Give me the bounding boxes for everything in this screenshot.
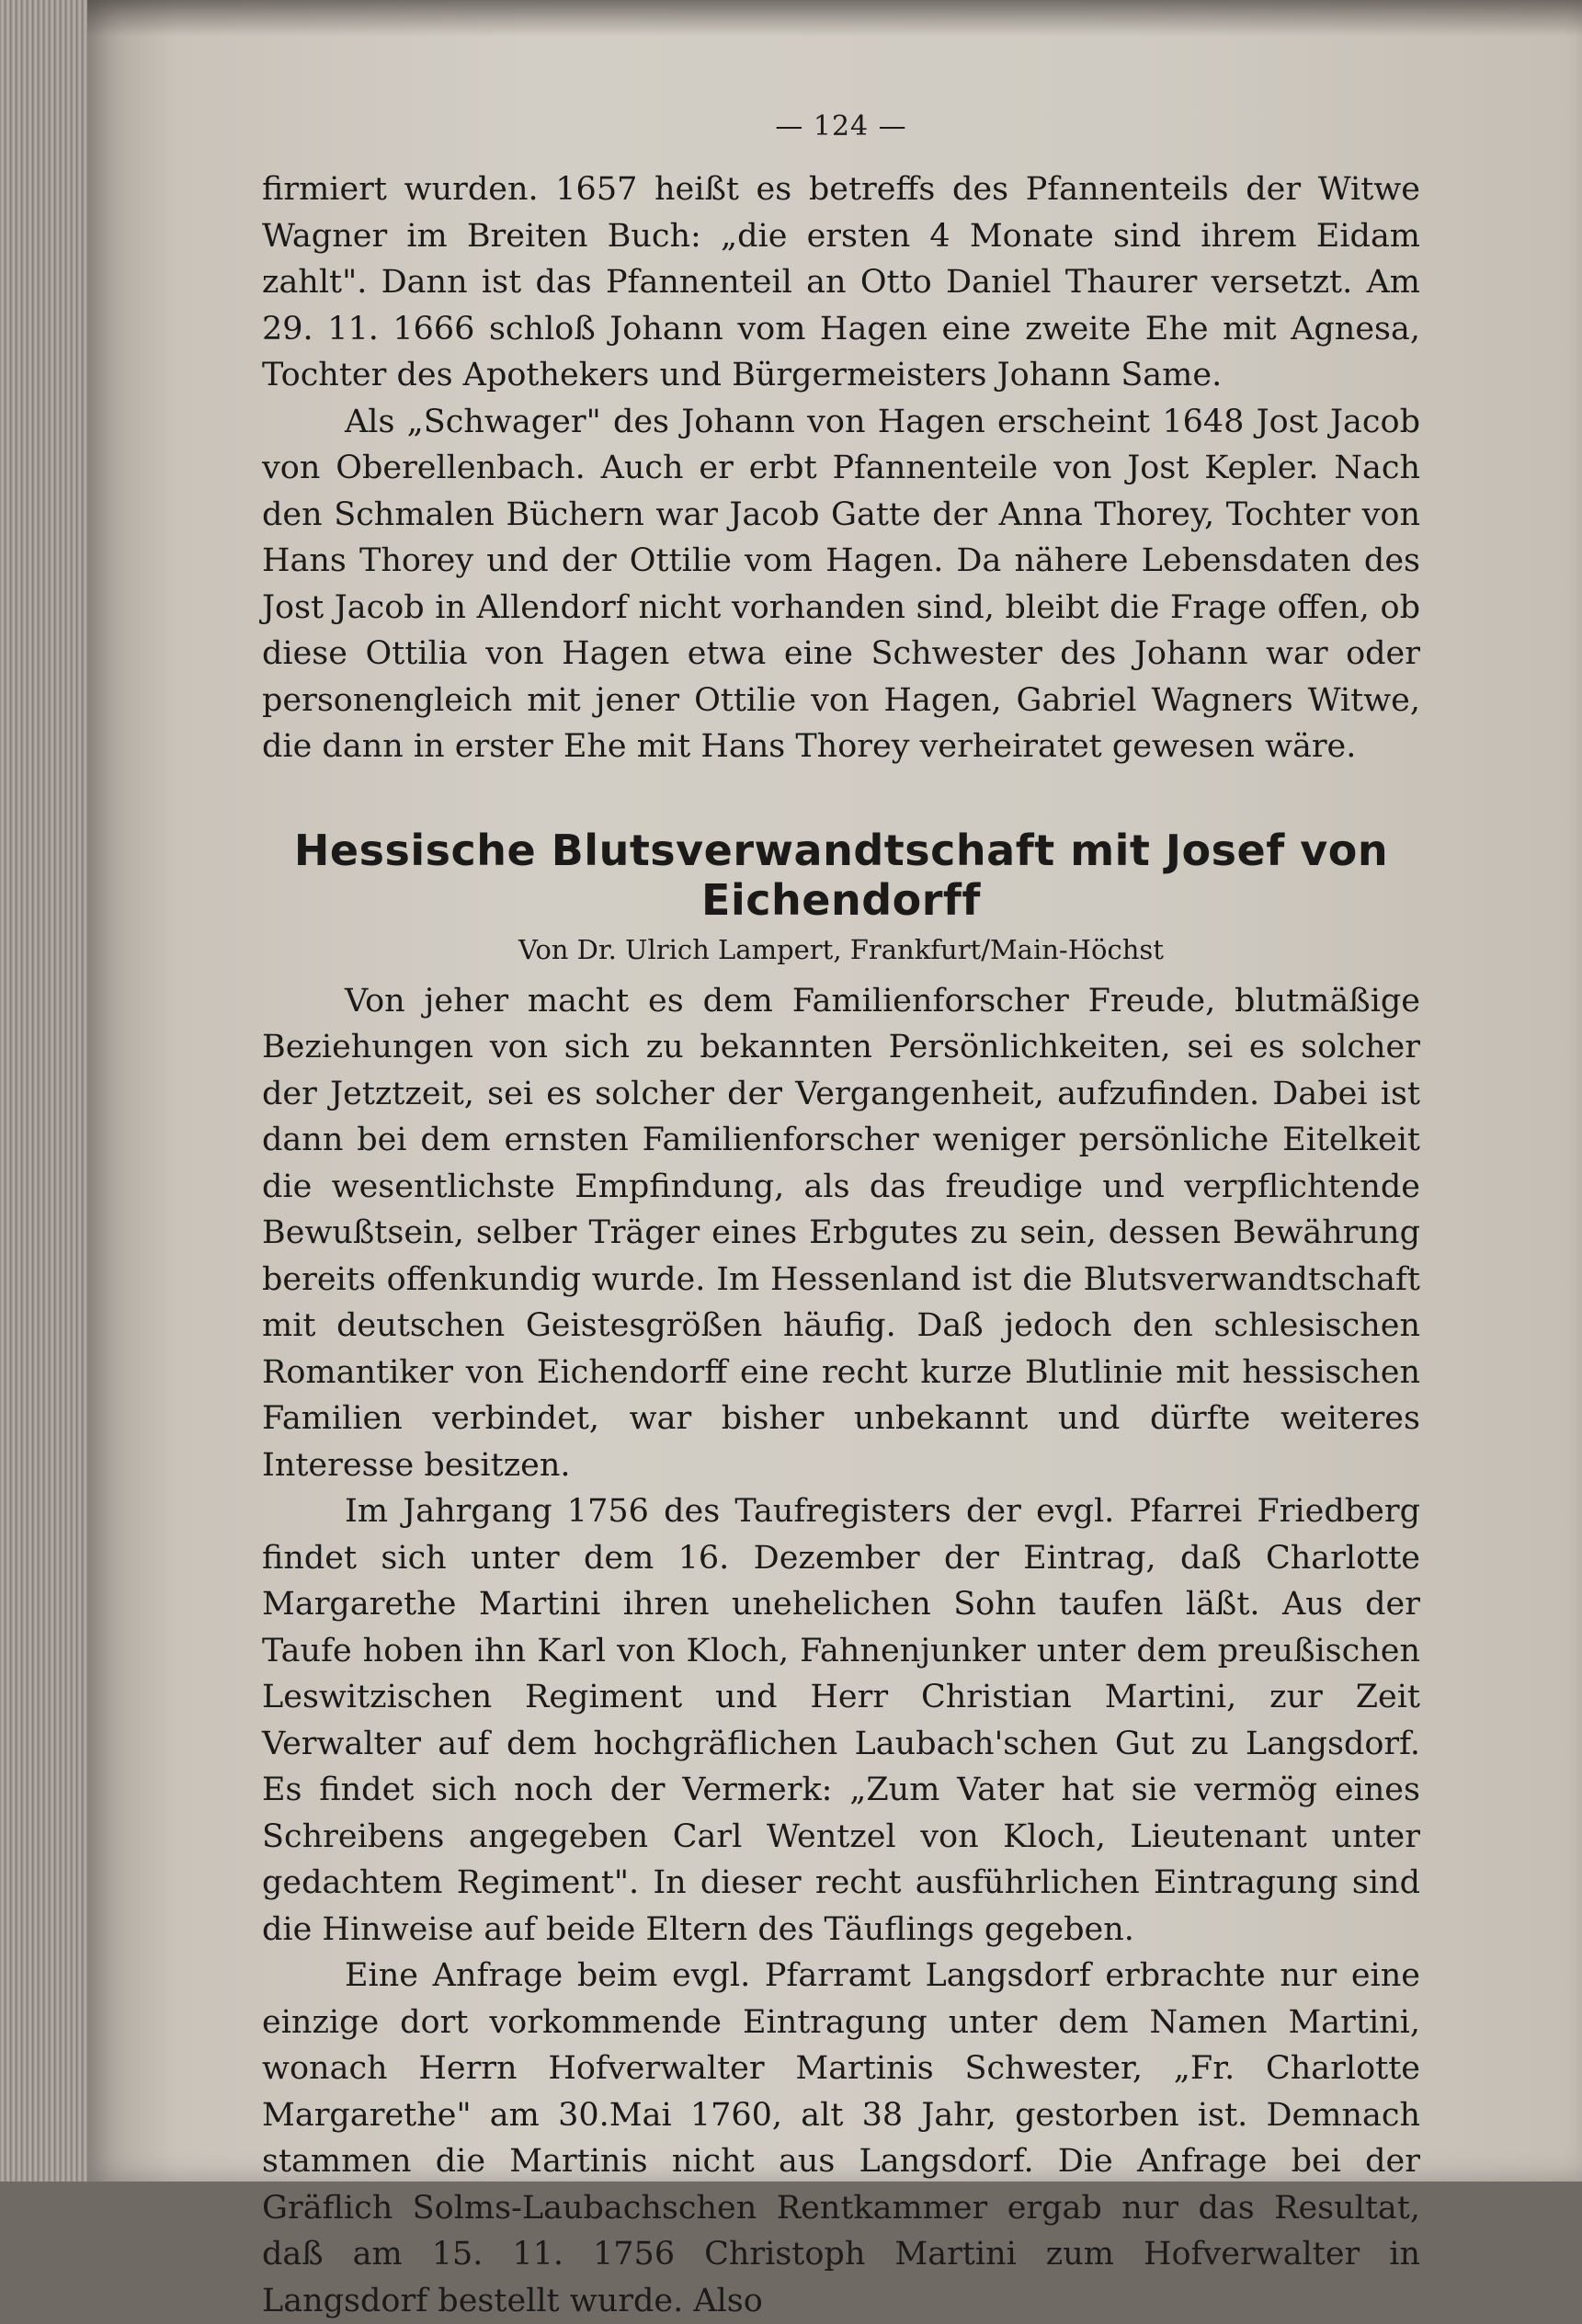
article-paragraph-1: Von jeher macht es dem Familienforscher Freude, blutmäßige Beziehungen von sich zu bekannten Persönlichkeiten, sei es solcher der Jetztzeit, sei es solcher der Vergangenheit, aufzufinden. Dabei ist dann bei dem ernsten Familienforscher weniger persönliche Eitelkeit die wesentlichste Empfindung, als das freudige und verpflichtende Bewußtsein, selber Träger eines Erbgutes zu sein, dessen Bewährung bereits offenkundig wurde. Im Hessenland ist die Blutsverwandtschaft mit deutschen Geistesgrößen häufig. Daß jedoch den schlesischen Romantiker von Eichendorff eine recht kurze Blutlinie mit hessischen Familien verbindet, war bisher unbekannt und dürfte weiteres Interesse besitzen. [262, 982, 1420, 1484]
page-top-shadow [87, 0, 1582, 37]
article-paragraph-3: Eine Anfrage beim evgl. Pfarramt Langsdorf erbrachte nur eine einzige dort vorkommende Eintragung unter dem Namen Martini, wonach Herrn Hofverwalter Martinis Schwester, „Fr. Charlotte Margarethe" am 30.Mai 1760, alt 38 Jahr, gestorben ist. Demnach stammen die Martinis nicht aus Langsdorf. Die Anfrage bei der Gräflich Solms-Laubachschen Rentkammer ergab nur das Resultat, daß am 15. 11. 1756 Christoph Martini zum Hofverwalter in Langsdorf bestellt wurde. Also [262, 1957, 1420, 2319]
page-number: — 124 — [775, 110, 907, 142]
article-byline: Von Dr. Ulrich Lampert, Frankfurt/Main-Höchst [518, 933, 1164, 965]
article-title: Hessische Blutsverwandtschaft mit Josef von Eichendorff [293, 825, 1389, 925]
book-page-edges [0, 0, 87, 2182]
article-paragraph-2: Im Jahrgang 1756 des Taufregisters der evgl. Pfarrei Friedberg findet sich unter dem 16. Dezember der Eintrag, daß Charlotte Margarethe Martini ihren unehelichen Sohn taufen läßt. Aus der Taufe hoben ihn Karl von Kloch, Fahnenjunker unter dem preußischen Leswitzischen Regiment und Herr Christian Martini, zur Zeit Verwalter auf dem hochgräflichen Laubach'schen Gut zu Langsdorf. Es findet sich noch der Vermerk: „Zum Vater hat sie vermög eines Schreibens angegeben Carl Wentzel von Kloch, Lieutenant unter gedachtem Regiment". In dieser recht ausführlichen Eintragung sind die Hinweise auf beide Eltern des Täuflings gegeben. [262, 1493, 1420, 1948]
intro-paragraph-2: Als „Schwager" des Johann von Hagen erscheint 1648 Jost Jacob von Oberellenbach. Auch er erbt Pfannenteile von Jost Kepler. Nach den Schmalen Büchern war Jacob Gatte der Anna Thorey, Tochter von Hans Thorey und der Ottilie vom Hagen. Da nähere Lebensdaten des Jost Jacob in Allendorf nicht vorhanden sind, bleibt die Frage offen, ob diese Ottilia von Hagen etwa eine Schwester des Johann war oder personengleich mit jener Ottilie von Hagen, Gabriel Wagners Witwe, die dann in erster Ehe mit Hans Thorey verheiratet gewesen wäre. [262, 403, 1420, 765]
page-content [262, 110, 1420, 2324]
intro-paragraph-1: firmiert wurden. 1657 heißt es betreffs des Pfannenteils der Witwe Wagner im Breiten Buch: „die ersten 4 Monate sind ihrem Eidam zahlt". Dann ist das Pfannenteil an Otto Daniel Thaurer versetzt. Am 29. 11. 1666 schloß Johann vom Hagen eine zweite Ehe mit Agnesa, Tochter des Apothekers und Bürgermeisters Johann Same. [262, 171, 1420, 393]
